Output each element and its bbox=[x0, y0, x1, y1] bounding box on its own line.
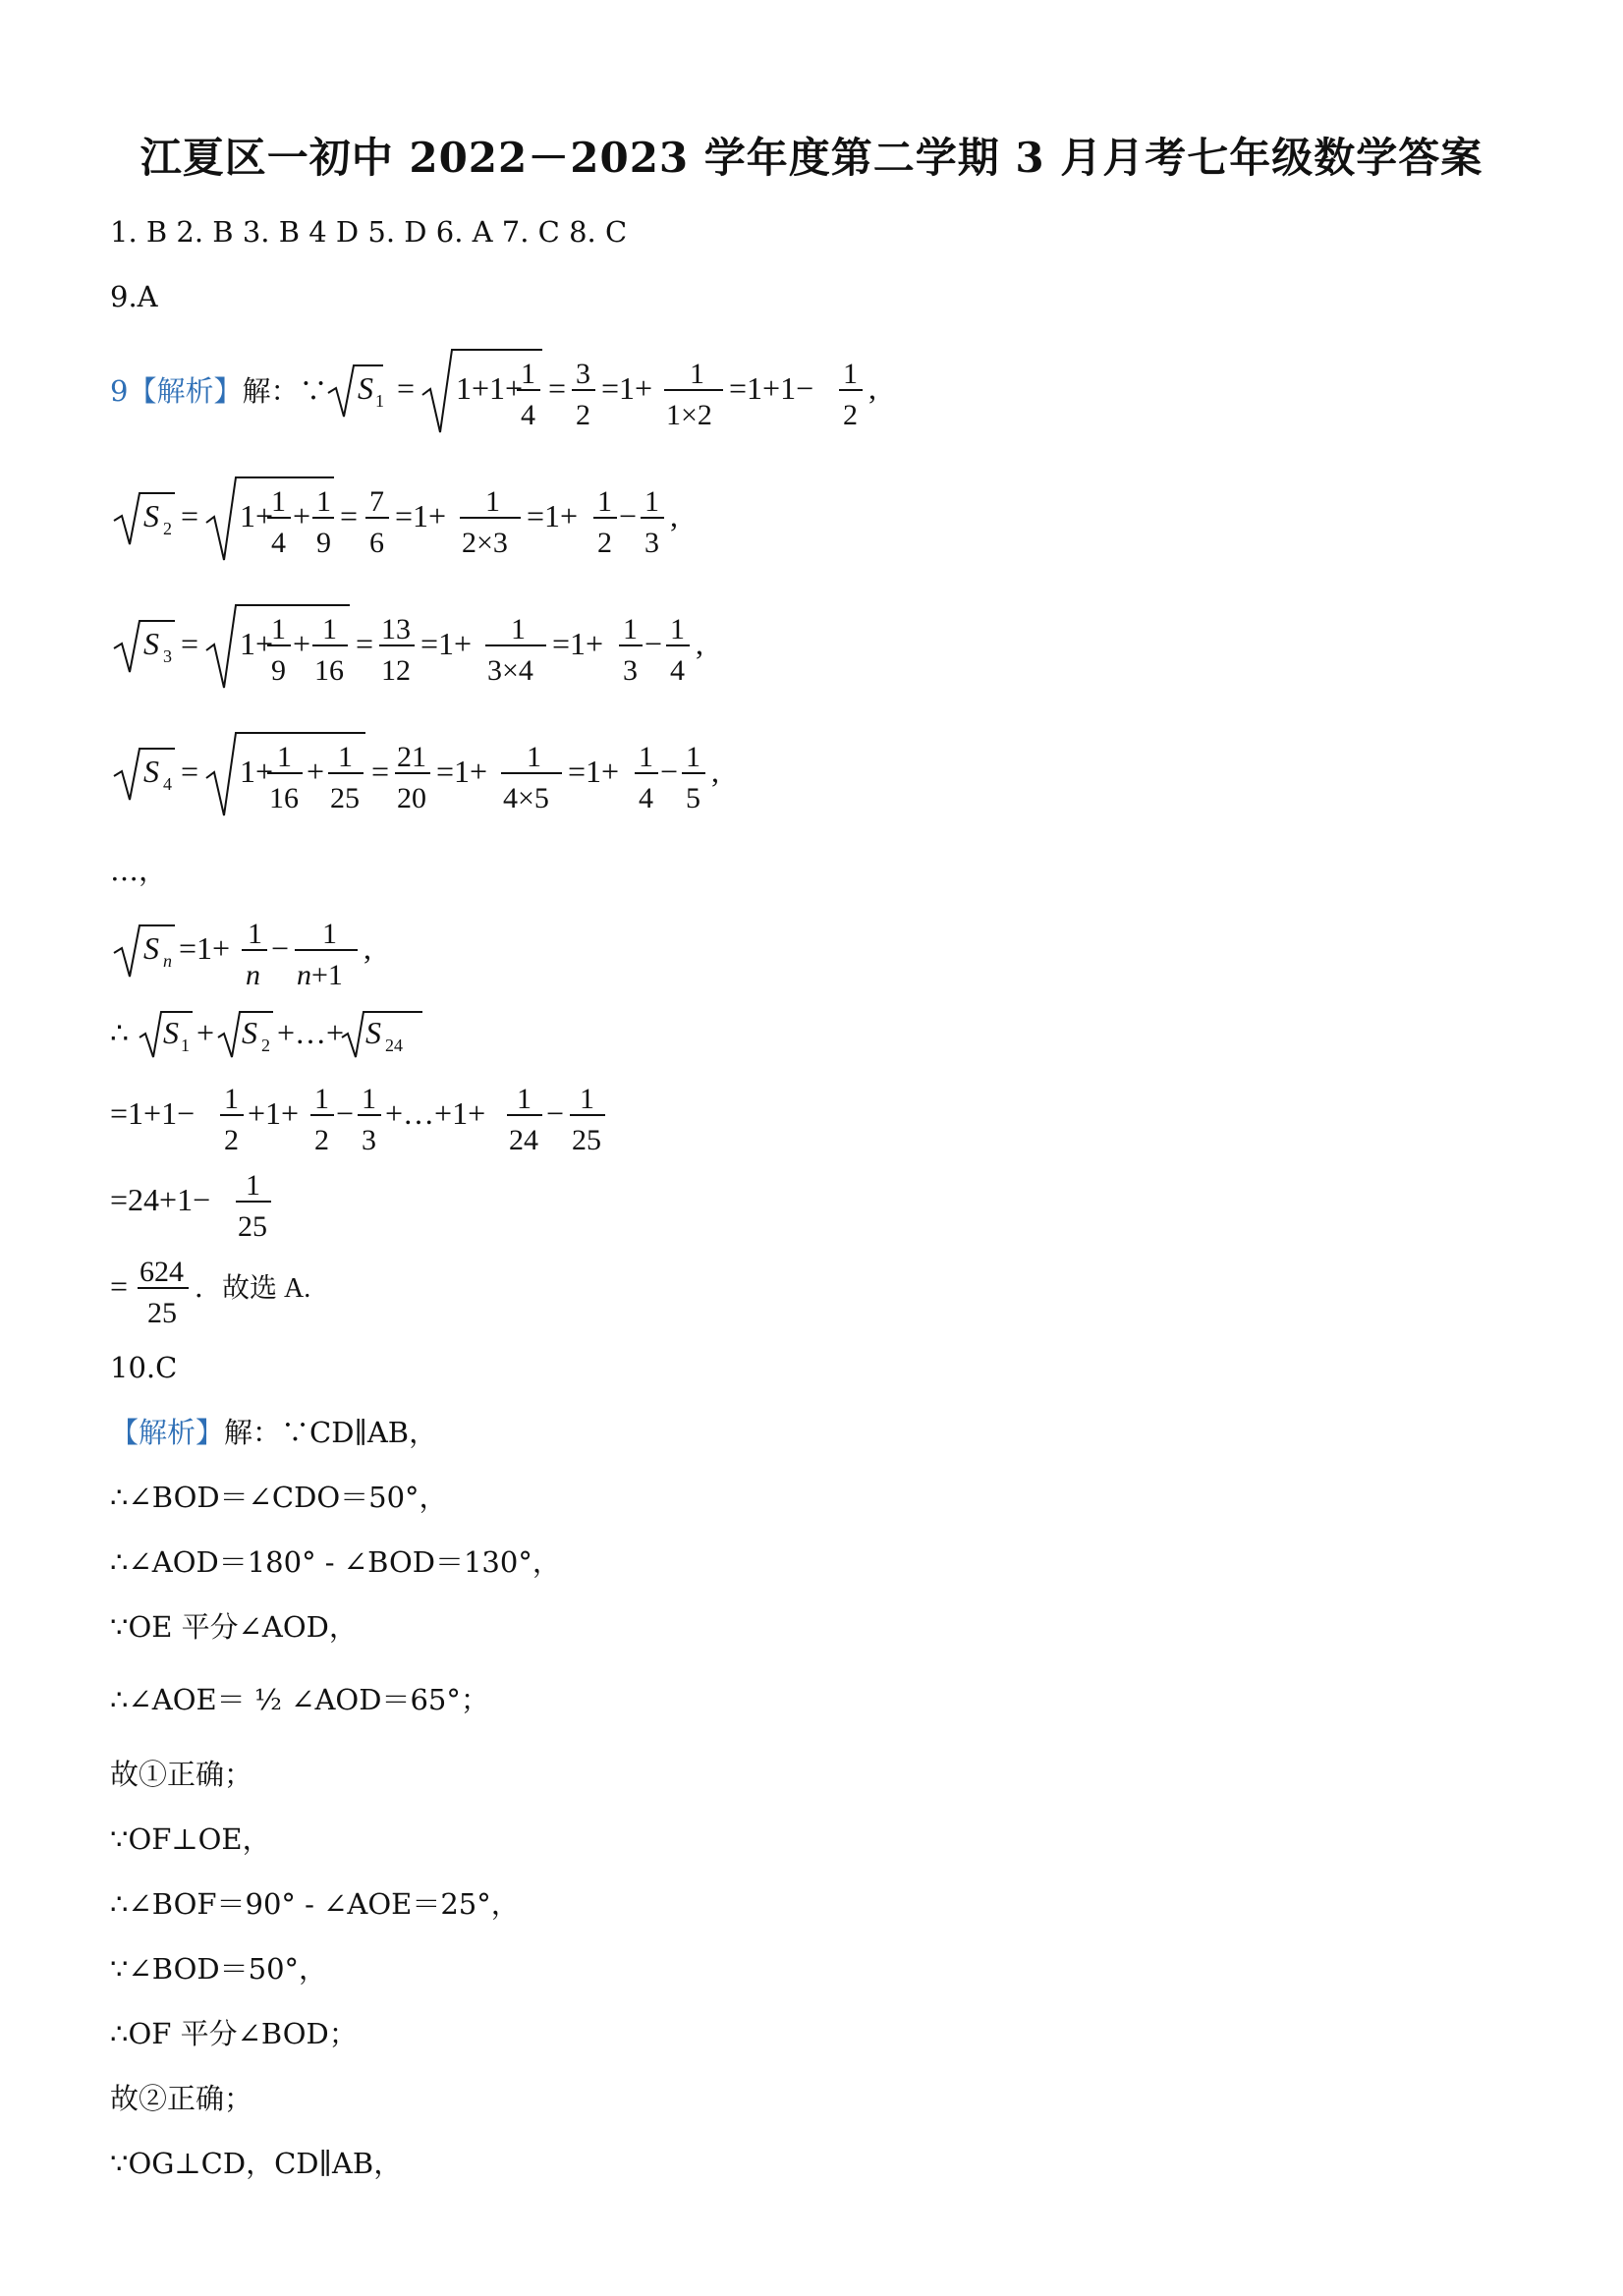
svg-text:=24+1−: =24+1− bbox=[110, 1182, 211, 1217]
analysis-10-line-3: ∴∠AOD＝180° - ∠BOD＝130°， bbox=[110, 1545, 561, 1579]
svg-text:+…+1+: +…+1+ bbox=[385, 1095, 486, 1131]
svg-text:1: 1 bbox=[843, 358, 858, 390]
svg-text:1: 1 bbox=[597, 485, 612, 518]
svg-text:+: + bbox=[196, 1015, 215, 1050]
svg-text:−: − bbox=[660, 754, 679, 789]
analysis-10-line-7: ∵OF⊥OE， bbox=[110, 1822, 271, 1856]
svg-text:=1+: =1+ bbox=[436, 754, 488, 789]
svg-text:=1+: =1+ bbox=[179, 930, 231, 966]
analysis-10-line-2: ∴∠BOD＝∠CDO＝50°， bbox=[110, 1481, 448, 1514]
analysis-9-header bbox=[110, 374, 328, 408]
svg-text:4: 4 bbox=[521, 399, 535, 431]
svg-text:n: n bbox=[163, 951, 172, 971]
svg-text:,: , bbox=[711, 754, 719, 789]
analysis-10-text-1: 解：∵CD∥AB， bbox=[224, 1416, 438, 1449]
svg-text:．故选 A.: ．故选 A. bbox=[195, 1273, 311, 1304]
svg-text:1: 1 bbox=[527, 741, 541, 773]
svg-text:1: 1 bbox=[485, 485, 500, 518]
svg-text:1+: 1+ bbox=[240, 754, 274, 789]
svg-text:S: S bbox=[143, 930, 159, 966]
svg-text:+: + bbox=[293, 626, 311, 661]
svg-text:6: 6 bbox=[369, 527, 384, 559]
svg-text:7: 7 bbox=[369, 485, 384, 518]
answer-9: 9.A bbox=[110, 280, 158, 313]
svg-text:2: 2 bbox=[576, 399, 590, 431]
svg-text:S: S bbox=[143, 626, 159, 661]
svg-text:1: 1 bbox=[181, 1036, 190, 1055]
svg-text:624: 624 bbox=[140, 1256, 184, 1288]
svg-text:25: 25 bbox=[572, 1124, 601, 1156]
svg-text:3×4: 3×4 bbox=[487, 654, 533, 687]
svg-text:S: S bbox=[365, 1015, 381, 1050]
svg-text:9: 9 bbox=[316, 527, 331, 559]
svg-text:5: 5 bbox=[686, 782, 700, 814]
svg-text:12: 12 bbox=[381, 654, 411, 687]
analysis-10-line-5: ∴∠AOE＝ ½ ∠AOD＝65°； bbox=[110, 1683, 489, 1716]
equation-s4 bbox=[110, 727, 798, 825]
svg-text:,: , bbox=[868, 370, 876, 406]
svg-text:=1+: =1+ bbox=[527, 498, 579, 533]
svg-text:=: = bbox=[110, 1268, 129, 1304]
svg-text:+: + bbox=[293, 498, 311, 533]
svg-text:1: 1 bbox=[338, 741, 353, 773]
analysis-10-line-4: ∵OE 平分∠AOD， bbox=[110, 1610, 358, 1644]
svg-text:1: 1 bbox=[670, 613, 685, 645]
svg-text:1: 1 bbox=[521, 358, 535, 390]
ellipsis-line: …， bbox=[110, 854, 168, 887]
svg-text:=1+: =1+ bbox=[420, 626, 473, 661]
svg-text:20: 20 bbox=[397, 782, 426, 814]
svg-text:=1+: =1+ bbox=[552, 626, 604, 661]
svg-text:−: − bbox=[644, 626, 663, 661]
svg-text:S: S bbox=[358, 370, 373, 406]
analysis-10-line-6: 故①正确； bbox=[110, 1758, 253, 1791]
svg-text:1: 1 bbox=[322, 613, 337, 645]
svg-text:2: 2 bbox=[224, 1124, 239, 1156]
svg-text:25: 25 bbox=[238, 1210, 267, 1243]
svg-text:2: 2 bbox=[843, 399, 858, 431]
svg-text:2: 2 bbox=[261, 1036, 270, 1055]
svg-text:16: 16 bbox=[314, 654, 344, 687]
svg-text:1: 1 bbox=[580, 1083, 594, 1115]
answer-10: 10.C bbox=[110, 1351, 178, 1384]
svg-text:n: n bbox=[246, 959, 260, 991]
svg-text:1: 1 bbox=[248, 918, 262, 950]
svg-text:1+1+: 1+1+ bbox=[456, 370, 524, 406]
svg-text:1: 1 bbox=[639, 741, 653, 773]
equation-expansion-2 bbox=[110, 1165, 405, 1254]
svg-text:S: S bbox=[242, 1015, 257, 1050]
svg-text:9: 9 bbox=[271, 654, 286, 687]
svg-text:−: − bbox=[546, 1095, 565, 1131]
svg-text:3: 3 bbox=[163, 646, 172, 666]
svg-text:1×2: 1×2 bbox=[666, 399, 712, 431]
svg-text:2: 2 bbox=[597, 527, 612, 559]
equation-s1 bbox=[324, 344, 914, 442]
svg-text:1: 1 bbox=[517, 1083, 532, 1115]
svg-text:4×5: 4×5 bbox=[503, 782, 549, 814]
svg-text:=: = bbox=[548, 370, 567, 406]
svg-text:3: 3 bbox=[644, 527, 659, 559]
svg-text:=1+: =1+ bbox=[601, 370, 653, 406]
equation-sn bbox=[110, 904, 523, 1002]
answers-row-1-8: 1. B 2. B 3. B 4 D 5. D 6. A 7. C 8. C bbox=[110, 215, 628, 249]
svg-text:24: 24 bbox=[509, 1124, 538, 1156]
svg-text:1: 1 bbox=[271, 485, 286, 518]
svg-text:1: 1 bbox=[362, 1083, 376, 1115]
svg-text:=1+1−: =1+1− bbox=[729, 370, 814, 406]
svg-text:S: S bbox=[143, 498, 159, 533]
analysis-10-line-10: ∴OF 平分∠BOD； bbox=[110, 2017, 358, 2050]
svg-text:−: − bbox=[619, 498, 638, 533]
svg-text:=: = bbox=[181, 754, 199, 789]
equation-s3 bbox=[110, 599, 758, 698]
equation-result bbox=[110, 1252, 444, 1340]
svg-text:+…+: +…+ bbox=[277, 1015, 345, 1050]
svg-text:25: 25 bbox=[330, 782, 360, 814]
svg-text:+1+: +1+ bbox=[248, 1095, 300, 1131]
svg-text:=1+1−: =1+1− bbox=[110, 1095, 196, 1131]
svg-text:−: − bbox=[336, 1095, 355, 1131]
analysis-10-line-8: ∴∠BOF＝90° - ∠AOE＝25°， bbox=[110, 1887, 520, 1921]
page-title: 江夏区一初中 2022－2023 学年度第二学期 3 月月考七年级数学答案 bbox=[140, 134, 1483, 182]
analysis-10-line-12: ∵OG⊥CD，CD∥AB， bbox=[110, 2147, 403, 2180]
svg-text:3: 3 bbox=[362, 1124, 376, 1156]
svg-text:13: 13 bbox=[381, 613, 411, 645]
analysis-10-line-9: ∵∠BOD＝50°， bbox=[110, 1952, 328, 1986]
svg-text:1: 1 bbox=[686, 741, 700, 773]
svg-text:=: = bbox=[181, 626, 199, 661]
svg-text:−: − bbox=[271, 930, 290, 966]
svg-text:=: = bbox=[356, 626, 374, 661]
svg-text:,: , bbox=[364, 930, 371, 966]
svg-text:=: = bbox=[340, 498, 359, 533]
svg-text:21: 21 bbox=[397, 741, 426, 773]
svg-text:1: 1 bbox=[623, 613, 638, 645]
svg-text:1: 1 bbox=[314, 1083, 329, 1115]
svg-text:2: 2 bbox=[163, 519, 172, 538]
svg-text:=1+: =1+ bbox=[568, 754, 620, 789]
svg-text:+: + bbox=[307, 754, 325, 789]
equation-expansion-1 bbox=[110, 1079, 660, 1167]
svg-text:,: , bbox=[696, 626, 703, 661]
svg-text:1: 1 bbox=[246, 1169, 260, 1202]
svg-text:S: S bbox=[163, 1015, 179, 1050]
svg-text:S: S bbox=[143, 754, 159, 789]
svg-text:4: 4 bbox=[163, 774, 172, 794]
analysis-9-tag: 【解析】 bbox=[128, 374, 243, 408]
analysis-9-number: 9 bbox=[110, 374, 129, 408]
svg-text:1: 1 bbox=[690, 358, 704, 390]
analysis-10-tag: 【解析】 bbox=[110, 1416, 225, 1449]
analysis-10-line-1 bbox=[110, 1416, 438, 1449]
svg-text:=: = bbox=[397, 370, 416, 406]
svg-text:=1+: =1+ bbox=[395, 498, 447, 533]
svg-text:1+: 1+ bbox=[240, 498, 274, 533]
svg-text:∴: ∴ bbox=[110, 1018, 130, 1050]
svg-text:24: 24 bbox=[385, 1036, 403, 1055]
svg-text:25: 25 bbox=[147, 1297, 177, 1329]
equation-sum bbox=[110, 1002, 562, 1061]
svg-text:4: 4 bbox=[639, 782, 653, 814]
equation-s2 bbox=[110, 472, 739, 570]
svg-text:,: , bbox=[670, 498, 678, 533]
svg-text:=: = bbox=[181, 498, 199, 533]
svg-text:1: 1 bbox=[224, 1083, 239, 1115]
svg-text:n+1: n+1 bbox=[297, 959, 343, 991]
svg-text:3: 3 bbox=[623, 654, 638, 687]
svg-text:1: 1 bbox=[644, 485, 659, 518]
svg-text:1+: 1+ bbox=[240, 626, 274, 661]
svg-text:16: 16 bbox=[269, 782, 299, 814]
svg-text:2×3: 2×3 bbox=[462, 527, 508, 559]
svg-text:1: 1 bbox=[322, 918, 337, 950]
svg-text:1: 1 bbox=[511, 613, 526, 645]
svg-text:1: 1 bbox=[375, 391, 384, 411]
svg-text:1: 1 bbox=[316, 485, 331, 518]
analysis-10-line-11: 故②正确； bbox=[110, 2082, 253, 2115]
svg-text:2: 2 bbox=[314, 1124, 329, 1156]
analysis-9-intro: 解：∵ bbox=[242, 374, 328, 408]
svg-text:1: 1 bbox=[271, 613, 286, 645]
svg-text:4: 4 bbox=[670, 654, 685, 687]
svg-text:3: 3 bbox=[576, 358, 590, 390]
svg-text:1: 1 bbox=[277, 741, 292, 773]
svg-text:4: 4 bbox=[271, 527, 286, 559]
svg-text:=: = bbox=[371, 754, 390, 789]
